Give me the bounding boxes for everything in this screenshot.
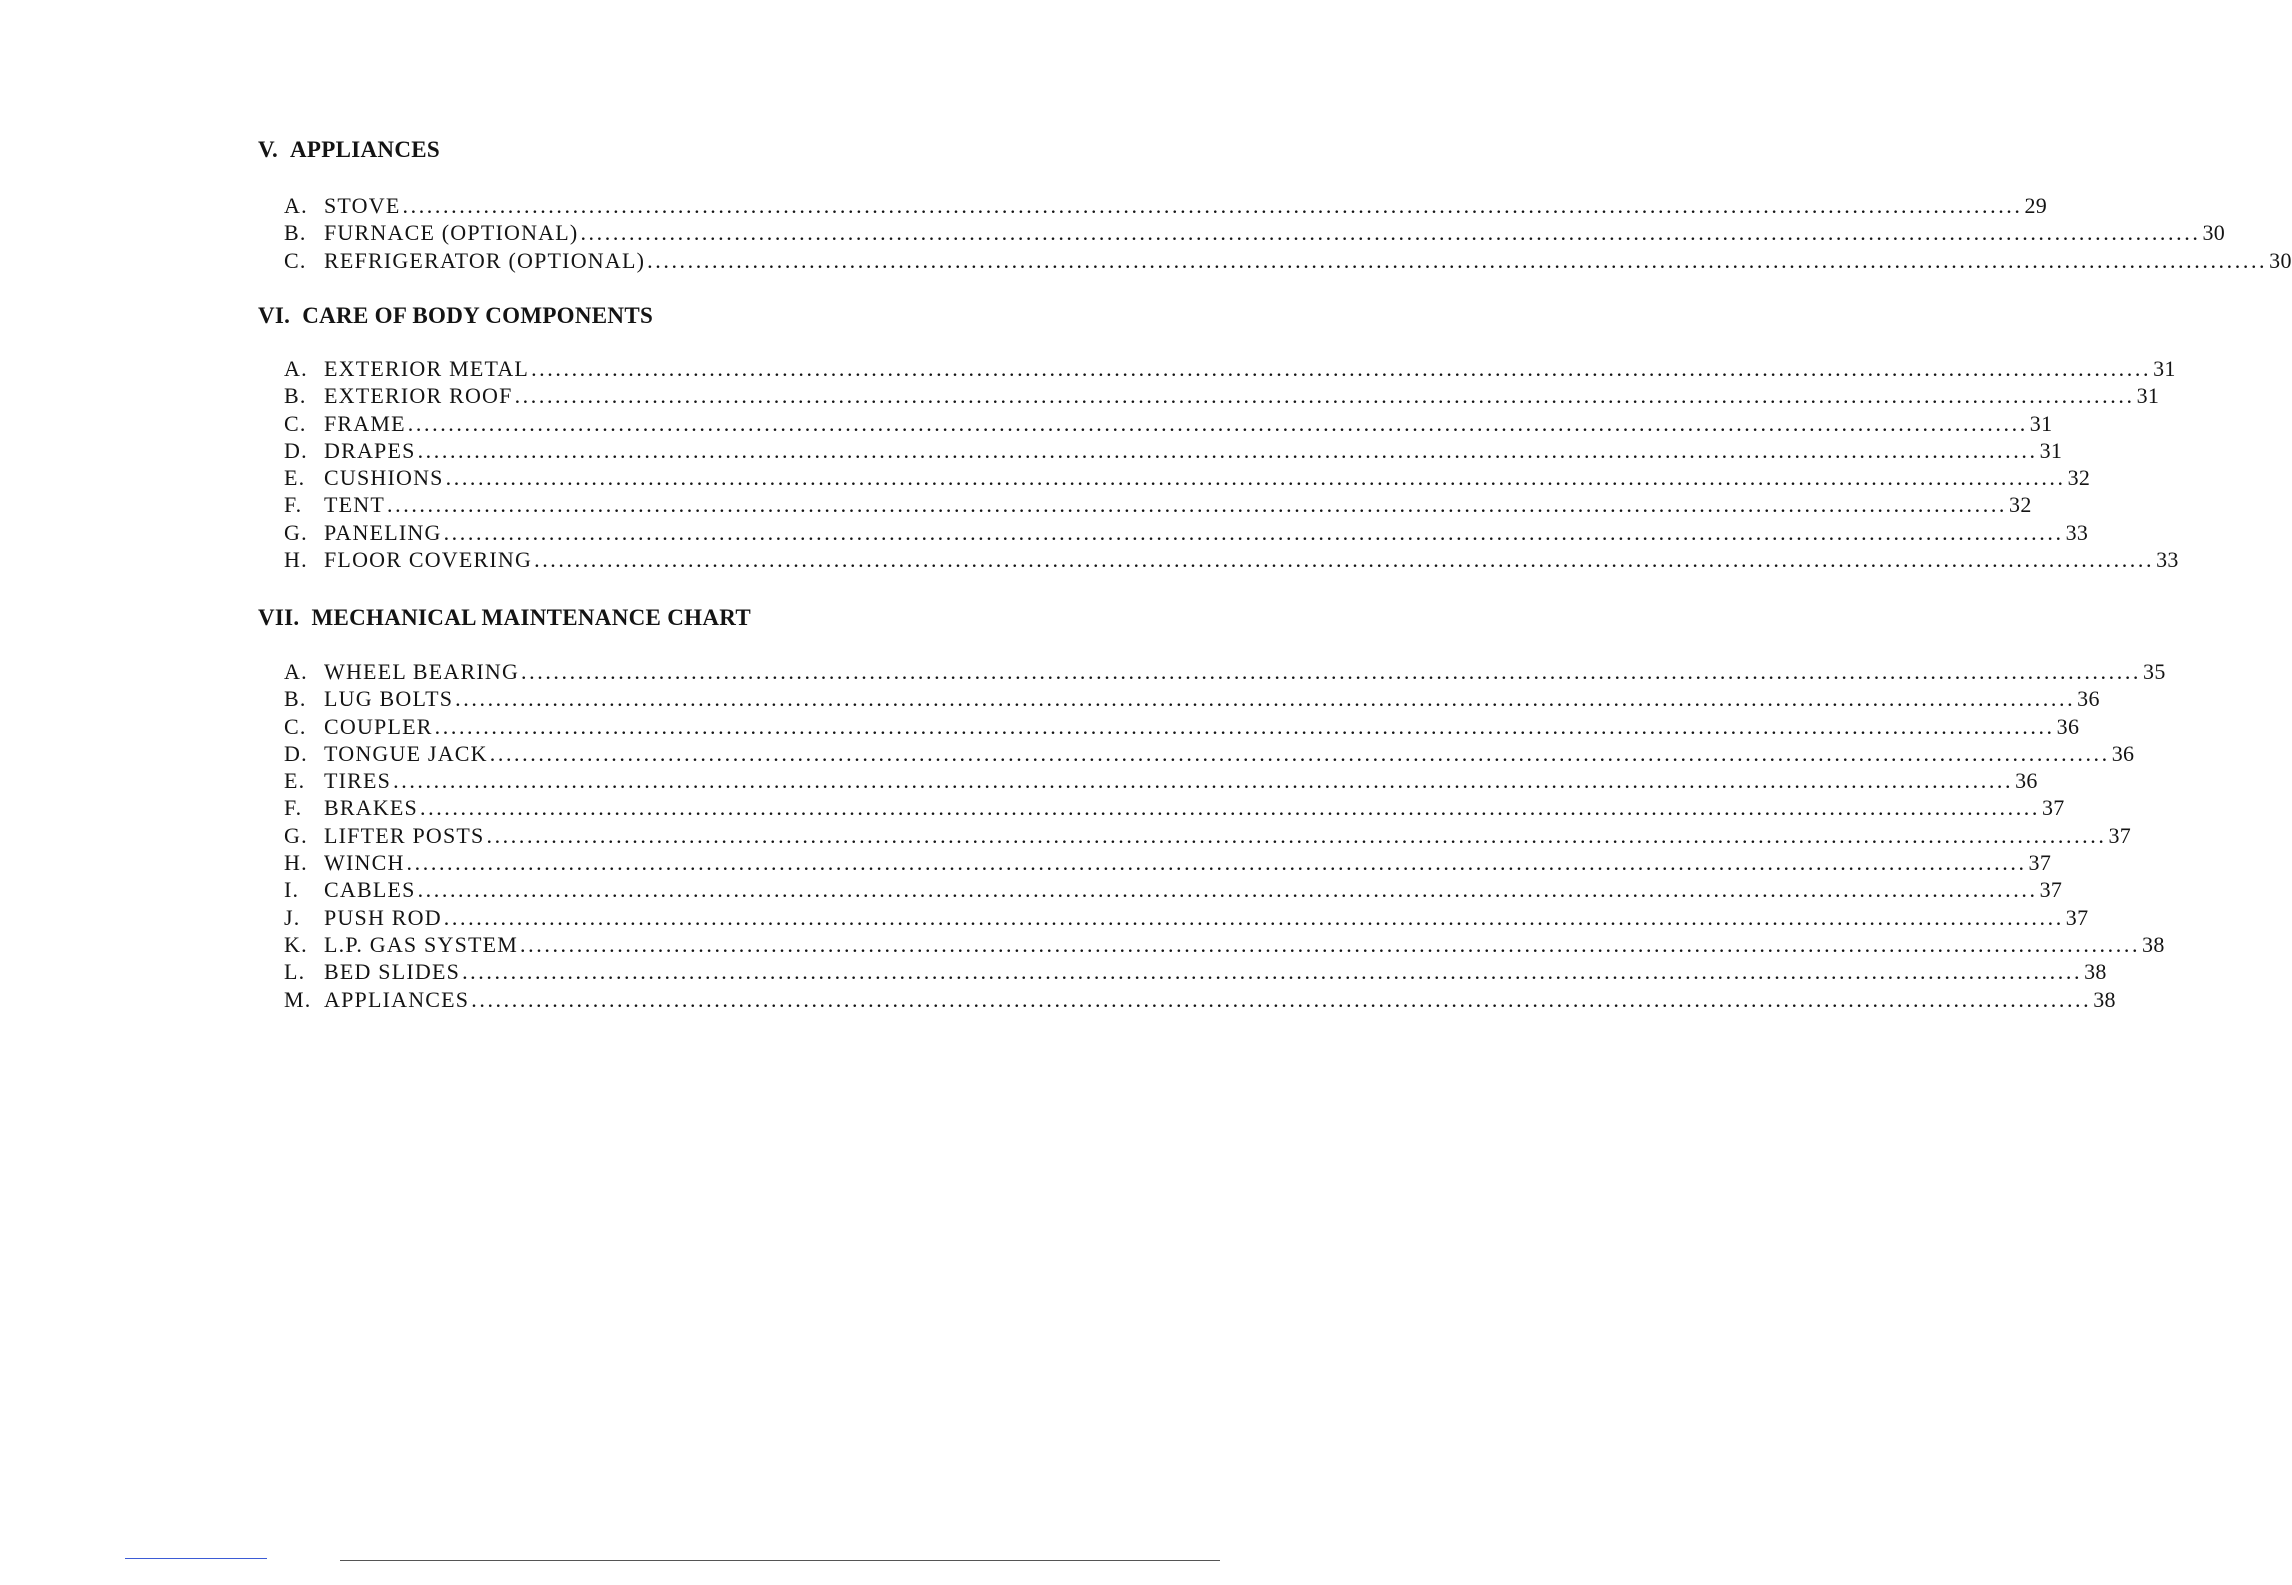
entry-letter: D. <box>284 437 308 463</box>
entry-title: CUSHIONS <box>324 465 444 491</box>
entry-page-number: 38 <box>2093 986 2116 1012</box>
entry-letter: M. <box>284 986 312 1012</box>
toc-entry[interactable] <box>284 794 2065 821</box>
dot-leader: ........................................................................................................................................................................................................ <box>455 686 2076 712</box>
toc-entry[interactable] <box>284 931 2165 958</box>
toc-entry[interactable] <box>284 986 2116 1013</box>
entry-letter: E. <box>284 465 306 491</box>
entry-page-number: 33 <box>2156 547 2179 573</box>
toc-entry[interactable] <box>284 355 2176 382</box>
entry-letter: B. <box>284 686 307 712</box>
entry-title: WHEEL BEARING <box>324 659 520 684</box>
entry-letter: C. <box>284 410 307 436</box>
dot-leader: ........................................................................................................................................................................................................ <box>443 904 2064 930</box>
entry-page-number: 32 <box>2067 465 2091 491</box>
toc-section-care-of-body-components <box>258 300 2179 573</box>
section-number: VI. <box>258 303 291 328</box>
dot-leader: ........................................................................................................................................................................................................ <box>486 822 2107 848</box>
toc-entry[interactable] <box>284 519 2089 546</box>
entry-page-number: 31 <box>2029 410 2053 436</box>
entry-title: TENT <box>324 492 386 518</box>
toc-entry[interactable] <box>284 740 2135 767</box>
toc-entry[interactable] <box>284 822 2132 849</box>
toc-section-appliances <box>258 134 2292 273</box>
toc-entry-list <box>284 658 2166 1013</box>
dot-leader: ........................................................................................................................................................................................................ <box>407 410 2028 436</box>
toc-entry[interactable] <box>284 546 2179 573</box>
entry-title: BED SLIDES <box>324 959 461 985</box>
dot-leader: ........................................................................................................................................................................................................ <box>393 768 2014 794</box>
dot-leader: ........................................................................................................................................................................................................ <box>417 437 2038 463</box>
entry-title: REFRIGERATOR (OPTIONAL) <box>324 247 646 273</box>
toc-entry-list <box>284 192 2292 274</box>
dot-leader: ........................................................................................................................................................................................................ <box>406 850 2027 876</box>
entry-title: CABLES <box>324 877 416 903</box>
toc-entry[interactable] <box>284 958 2107 985</box>
dot-leader: ........................................................................................................................................................................................................ <box>445 465 2066 491</box>
toc-entry[interactable] <box>284 382 2160 409</box>
section-number: V. <box>258 137 278 162</box>
dot-leader: ........................................................................................................................................................................................................ <box>514 383 2135 409</box>
dot-leader: ........................................................................................................................................................................................................ <box>521 659 2142 684</box>
dot-leader: ........................................................................................................................................................................................................ <box>387 492 2008 518</box>
entry-title: LUG BOLTS <box>324 686 454 712</box>
section-heading <box>258 602 1018 634</box>
entry-letter: F. <box>284 492 303 518</box>
entry-title: TONGUE JACK <box>324 740 488 766</box>
toc-entry[interactable] <box>284 464 2091 491</box>
entry-title: DRAPES <box>324 437 416 463</box>
section-title: APPLIANCES <box>290 137 440 162</box>
dot-leader: ........................................................................................................................................................................................................ <box>434 713 2055 739</box>
entry-title: LIFTER POSTS <box>324 822 485 848</box>
section-title: MECHANICAL MAINTENANCE CHART <box>311 605 751 630</box>
dot-leader: ........................................................................................................................................................................................................ <box>520 931 2141 957</box>
dot-leader: ........................................................................................................................................................................................................ <box>471 986 2092 1012</box>
entry-page-number: 36 <box>2015 768 2038 794</box>
dot-leader: ........................................................................................................................................................................................................ <box>531 356 2152 381</box>
toc-entry[interactable] <box>284 904 2089 931</box>
entry-page-number: 37 <box>2065 904 2089 930</box>
entry-page-number: 36 <box>2111 740 2135 766</box>
entry-letter: B. <box>284 220 307 246</box>
entry-title: APPLIANCES <box>324 986 470 1012</box>
dot-leader: ........................................................................................................................................................................................................ <box>417 877 2038 903</box>
entry-page-number: 37 <box>2039 877 2063 903</box>
dot-leader: ........................................................................................................................................................................................................ <box>462 959 2083 985</box>
entry-page-number: 36 <box>2077 686 2100 712</box>
dot-leader: ........................................................................................................................................................................................................ <box>580 220 2201 246</box>
entry-letter: H. <box>284 547 308 573</box>
entry-page-number: 30 <box>2269 247 2292 273</box>
entry-title: COUPLER <box>324 713 433 739</box>
entry-title: PANELING <box>324 519 442 545</box>
entry-page-number: 37 <box>2108 822 2132 848</box>
entry-page-number: 37 <box>2028 850 2052 876</box>
toc-entry-list <box>284 355 2179 573</box>
entry-letter: A. <box>284 659 308 684</box>
entry-letter: H. <box>284 850 308 876</box>
dot-leader: ........................................................................................................................................................................................................ <box>443 519 2064 545</box>
entry-title: FLOOR COVERING <box>324 547 533 573</box>
entry-title: L.P. GAS SYSTEM <box>324 931 519 957</box>
entry-letter: E. <box>284 768 306 794</box>
entry-page-number: 37 <box>2042 795 2065 821</box>
scan-edge-line <box>125 1558 267 1559</box>
entry-letter: A. <box>284 356 308 381</box>
entry-letter: L. <box>284 959 306 985</box>
dot-leader: ........................................................................................................................................................................................................ <box>489 740 2110 766</box>
entry-letter: D. <box>284 740 308 766</box>
dot-leader: ........................................................................................................................................................................................................ <box>534 547 2155 573</box>
toc-entry[interactable] <box>284 685 2100 712</box>
entry-page-number: 30 <box>2202 220 2226 246</box>
entry-letter: B. <box>284 383 307 409</box>
toc-entry[interactable] <box>284 192 2048 219</box>
entry-page-number: 38 <box>2142 931 2165 957</box>
toc-entry[interactable] <box>284 849 2052 876</box>
entry-letter: A. <box>284 193 308 218</box>
section-title: CARE OF BODY COMPONENTS <box>302 303 654 328</box>
toc-entry[interactable] <box>284 658 2166 685</box>
toc-entry[interactable] <box>284 410 2053 437</box>
entry-page-number: 32 <box>2009 492 2032 518</box>
entry-letter: K. <box>284 931 308 957</box>
toc-entry[interactable] <box>284 437 2063 464</box>
entry-page-number: 35 <box>2143 659 2166 684</box>
toc-entry[interactable] <box>284 219 2226 246</box>
section-number: VII. <box>258 605 300 630</box>
dot-leader: ........................................................................................................................................................................................................ <box>647 247 2268 273</box>
entry-page-number: 36 <box>2056 713 2080 739</box>
toc-entry[interactable] <box>284 767 2038 794</box>
entry-page-number: 31 <box>2039 437 2063 463</box>
entry-page-number: 38 <box>2084 959 2107 985</box>
toc-entry[interactable] <box>284 247 2292 274</box>
entry-letter: C. <box>284 713 307 739</box>
entry-page-number: 33 <box>2065 519 2089 545</box>
scan-edge-line <box>340 1560 1220 1561</box>
entry-title: FRAME <box>324 410 406 436</box>
entry-letter: F. <box>284 795 303 821</box>
toc-entry[interactable] <box>284 876 2063 903</box>
toc-section-mechanical-maintenance-chart <box>258 602 2166 1012</box>
entry-title: WINCH <box>324 850 405 876</box>
entry-title: EXTERIOR ROOF <box>324 383 513 409</box>
dot-leader: ........................................................................................................................................................................................................ <box>402 193 2023 218</box>
entry-title: PUSH ROD <box>324 904 442 930</box>
entry-page-number: 31 <box>2153 356 2176 381</box>
entry-page-number: 29 <box>2024 193 2048 218</box>
entry-letter: C. <box>284 247 307 273</box>
entry-page-number: 31 <box>2136 383 2160 409</box>
entry-title: STOVE <box>324 193 401 218</box>
section-heading <box>258 300 1018 332</box>
entry-letter: J. <box>284 904 301 930</box>
entry-letter: G. <box>284 822 308 848</box>
entry-title: TIRES <box>324 768 392 794</box>
dot-leader: ........................................................................................................................................................................................................ <box>420 795 2040 821</box>
section-heading <box>258 134 1018 166</box>
toc-entry[interactable] <box>284 491 2032 518</box>
entry-title: BRAKES <box>324 795 418 821</box>
entry-title: EXTERIOR METAL <box>324 356 530 381</box>
entry-letter: I. <box>284 877 300 903</box>
entry-title: FURNACE (OPTIONAL) <box>324 220 579 246</box>
toc-entry[interactable] <box>284 713 2080 740</box>
entry-letter: G. <box>284 519 308 545</box>
